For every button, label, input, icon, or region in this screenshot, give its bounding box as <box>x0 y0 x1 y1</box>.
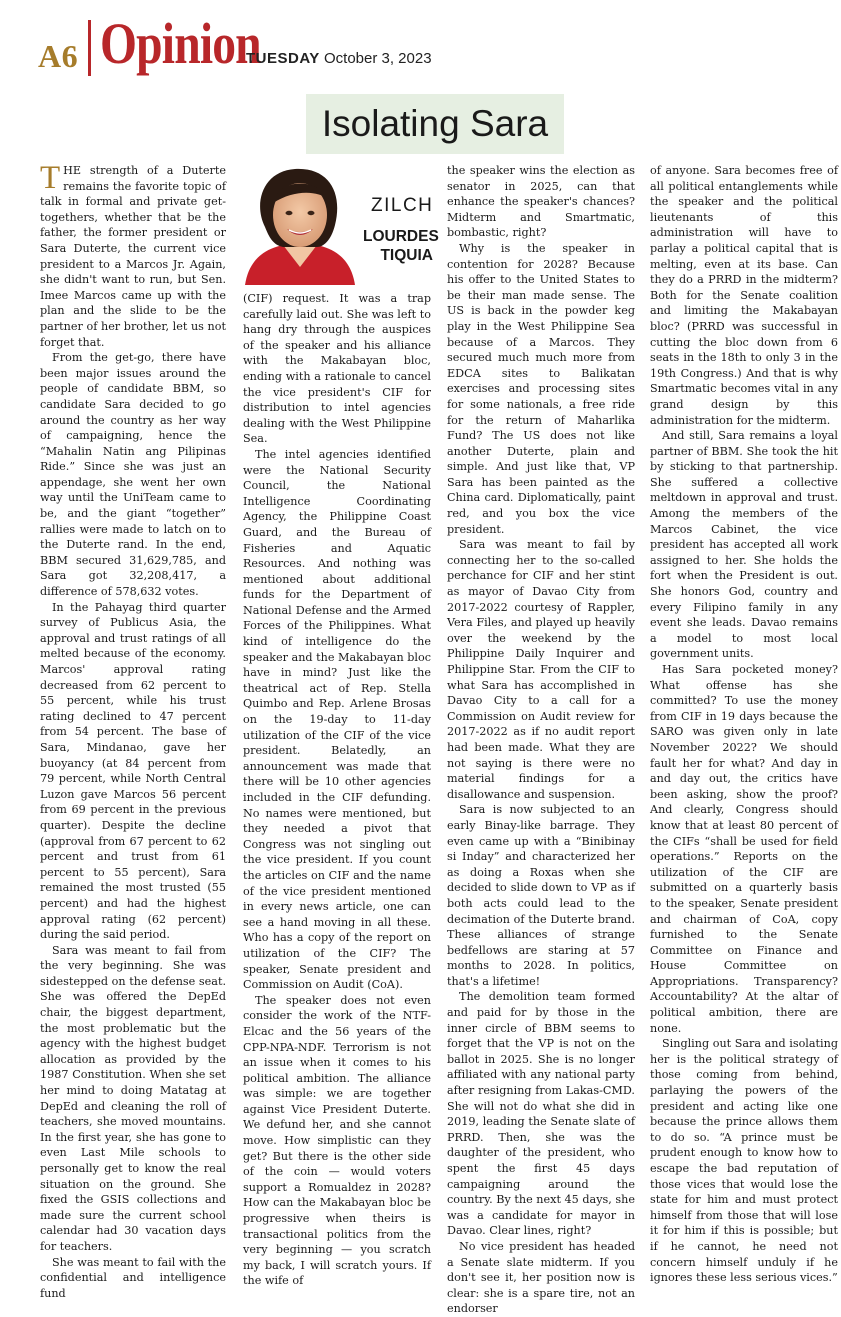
drop-cap: T <box>40 160 61 196</box>
headline-box <box>306 94 564 154</box>
paragraph: Sara was meant to fail from the very beginning. She was sidestepped on the defense seat. She was offered the DepEd chair, the biggest department, the most problematic but the agency with the highest budget allocation as provided by the 1987 Constitution. When she set her mind to doing Matatag at DepEd and cleaning the roll of teachers, she moved mountains. In the first year, she has gone to even Last Mile schools to personally get to know the real situation on the ground. She fixed the GSIS collections and made sure the current school calendar had 30 vacation days for teachers. <box>40 943 226 1253</box>
text-column-4 <box>650 163 838 1285</box>
paragraph: Singling out Sara and isolating her is the political strategy of those coming from behind, parlaying the powers of the president and acting like one because the prince allows them to do so. “A prince must be prudent enough to know how to escape the bad reputation of those vices that would lose the state for him and must protect himself from those that will lose it for him if this is possible; but if he cannot, he need not concern himself unduly if he ignores these less serious vices.” <box>650 1037 838 1285</box>
paragraph: From the get-go, there have been major issues around the people of candidate BBM, so candidate Sara decided to go around the country as her way of campaigning, hence the “Mahalin Natin ang Pilipinas Ride.” Since she was just an appendage, she went her own way until the UniTeam came to be, and the giant “together” rallies were made to latch on to the Duterte rand. In the end, BBM secured 31,629,785, and Sara got 32,208,417, a difference of 578,632 votes. <box>40 351 226 599</box>
date: October 3, 2023 <box>323 50 432 67</box>
masthead-divider <box>88 20 91 76</box>
text-column-3 <box>447 163 635 1316</box>
text-column-2 <box>243 291 431 1288</box>
paragraph <box>40 160 226 350</box>
paragraph-text: HE strength of a Duterte remains the favorite topic of talk in formal and private get-togethers, whether that be the father, the former president or Sara Duterte, the current vice president to a Marcos Jr. Again, she didn't want to run, but Sen. Imee Marcos came up with the plan and the slide to be the partner of her brother, let us not forget that. <box>40 164 226 349</box>
column-name: ZILCH <box>371 195 434 216</box>
paragraph: the speaker wins the election as senator in 2025, can that enhance the speaker's chances? Midterm and Smartmatic, bombastic, right? <box>447 164 635 240</box>
paragraph: She was meant to fail with the confidential and intelligence fund <box>40 1255 226 1300</box>
date-line <box>246 50 432 67</box>
paragraph: No vice president has headed a Senate slate midterm. If you don't see it, her position now is clear: she is a spare tire, not an endorser <box>447 1239 635 1316</box>
paragraph: Sara was meant to fail by connecting her to the so-called perchance for CIF and her stint as mayor of Davao City from 2017-2022 courtesy of Rappler, Vera Files, and played up heavily over the weekend by the Philippine Daily Inquirer and Philippine Star. From the CIF to what Sara has accomplished in Davao City to a call for a Commission on Audit review for 2017-2022 as if no audit report had been made. What they are not saying is there were no material findings for a disallowance and suspension. <box>447 538 635 801</box>
byline-block <box>243 163 439 285</box>
paragraph: The speaker does not even consider the work of the NTF-Elcac and the 56 years of the CPP-NPA-NDF. Terrorism is not an issue when it comes to his political ambition. The alliance was simple: we are together against Vice President Duterte. We defund her, and she cannot move. How simplistic can they get? But there is the other side of the coin — would voters support a Romualdez in 2028? How can the Makabayan bloc be progressive when theirs is transactional politics from the very beginning — you scratch my back, I will scratch yours. If the wife of <box>243 993 431 1288</box>
author-name <box>363 227 439 265</box>
paragraph: Why is the speaker in contention for 2028? Because his offer to the United States to be their man made sense. The US is back in the powder keg play in the West Philippine Sea because of a Marcos. They secured much much more from EDCA sites to Balikatan exercises and processing sites for some nationals, a free ride for the return of Maharlika Fund? The US does not like another Duterte, plain and simple. And just like that, VP Sara has been painted as the China card. Diplomatically, paint red, and you box the vice president. <box>447 241 635 536</box>
author-last-name: TIQUIA <box>380 247 433 264</box>
paragraph: The intel agencies identified were the National Security Council, the National Intelligence Coordinating Agency, the Philippine Coast Guard, and the Bureau of Fisheries and Aquatic Resources. And nothing was mentioned about additional funds for the Department of National Defense and the Armed Forces of the Philippines. What kind of intelligence do the speaker and the Makabayan bloc have in mind? Just like the theatrical act of Rep. Stella Quimbo and Rep. Arlene Brosas on the 19-day to 11-day utilization of the CIF of the vice president. Belatedly, an announcement was made that there will be 10 other agencies included in the CIF defunding. No names were mentioned, but they needed a pivot that Congress was not singling out the vice president. If you count the articles on CIF and the name of the vice president mentioned in every news article, one can see a hand moving in all these. Who has a copy of the report on utilization of the CIF? The speaker, Senate president and Commission on Audit (CoA). <box>243 447 431 992</box>
masthead <box>0 0 841 86</box>
paragraph: And still, Sara remains a loyal partner of BBM. She took the hit by sticking to that partnership. She suffered a collective meltdown in approval and trust. Among the members of the Marcos Cabinet, the vice president has accepted all work assigned to her. She holds the fort when the President is out. She honors God, country and every Filipino family in any event she leads. Davao remains a model to most local government units. <box>650 429 838 661</box>
author-photo <box>243 163 357 285</box>
paragraph: Sara is now subjected to an early Binay-like barrage. They even came up with a “Binibinay si Inday” and characterized her as doing a Roxas when she decided to slide down to VP as if both acts could lead to the decimation of the Duterte brand. These alliances of strange bedfellows are staring at 57 months to 2028. In politics, that's a lifetime! <box>447 803 635 988</box>
paragraph: of anyone. Sara becomes free of all political entanglements while the speaker and the political lieutenants of this administration will have to parlay a political capital that is melting, even at its base. Can they do a PRRD in the midterm? Both for the Senate coalition and limiting the Makabayan bloc? (PRRD was successful in cutting the bloc down from 6 seats in the 18th to only 3 in the 19th Congress.) And that is why Smartmatic becomes vital in any grand design by this administration for the midterm. <box>650 164 838 427</box>
paragraph: In the Pahayag third quarter survey of Publicus Asia, the approval and trust ratings of all melted because of the economy. Marcos' approval rating decreased from 62 percent to 55 percent, while his trust rating declined to 47 percent from 54 percent. The base of Sara, Mindanao, gave her buoyancy (at 84 percent from 79 percent, while North Central Luzon gave Marcos 56 percent from 69 percent in the previous quarter). Despite the decline (approval from 67 percent to 62 percent and trust from 61 percent to 55 percent), Sara remained the most trusted (55 percent) and had the highest approval rating (62 percent) during the said period. <box>40 600 226 942</box>
author-first-name: LOURDES <box>363 228 439 245</box>
section-title: Opinion <box>100 11 261 76</box>
paragraph: (CIF) request. It was a trap carefully laid out. She was left to hang dry through the auspices of the speaker and his alliance with the Makabayan bloc, ending with a rationale to cancel the vice president's CIF for distribution to intel agencies dealing with the West Philippine Sea. <box>243 292 431 446</box>
headline: Isolating Sara <box>321 103 549 144</box>
text-column-1 <box>40 160 226 1300</box>
paragraph: Has Sara pocketed money? What offense has she committed? To use the money from CIF in 19 days because the SARO was given only in late November 2022? We should fault her for what? And day in and day out, the critics have been asking, show the proof? And clearly, Congress should know that at least 80 percent of the CIFs “shall be used for field operations.” Reports on the utilization of the CIF are submitted on a quarterly basis to the speaker, Senate president and chairman of CoA, copy furnished to the Senate Committee on Finance and House Committee on Appropriations. Transparency? Accountability? At the altar of political ambition, there are none. <box>650 663 838 1035</box>
weekday: TUESDAY <box>246 50 320 67</box>
page-number: A6 <box>38 38 79 74</box>
paragraph: The demolition team formed and paid for by those in the inner circle of BBM seems to forget that the VP is not on the ballot in 2025. She is no longer affiliated with any national party after resigning from Lakas-CMD. She will not do what she did in 2019, leading the Senate slate of PRRD. Then, she was the daughter of the president, who spent the first 45 days campaigning around the country. By the next 45 days, she was a candidate for mayor in Davao. Clear lines, right? <box>447 990 635 1238</box>
